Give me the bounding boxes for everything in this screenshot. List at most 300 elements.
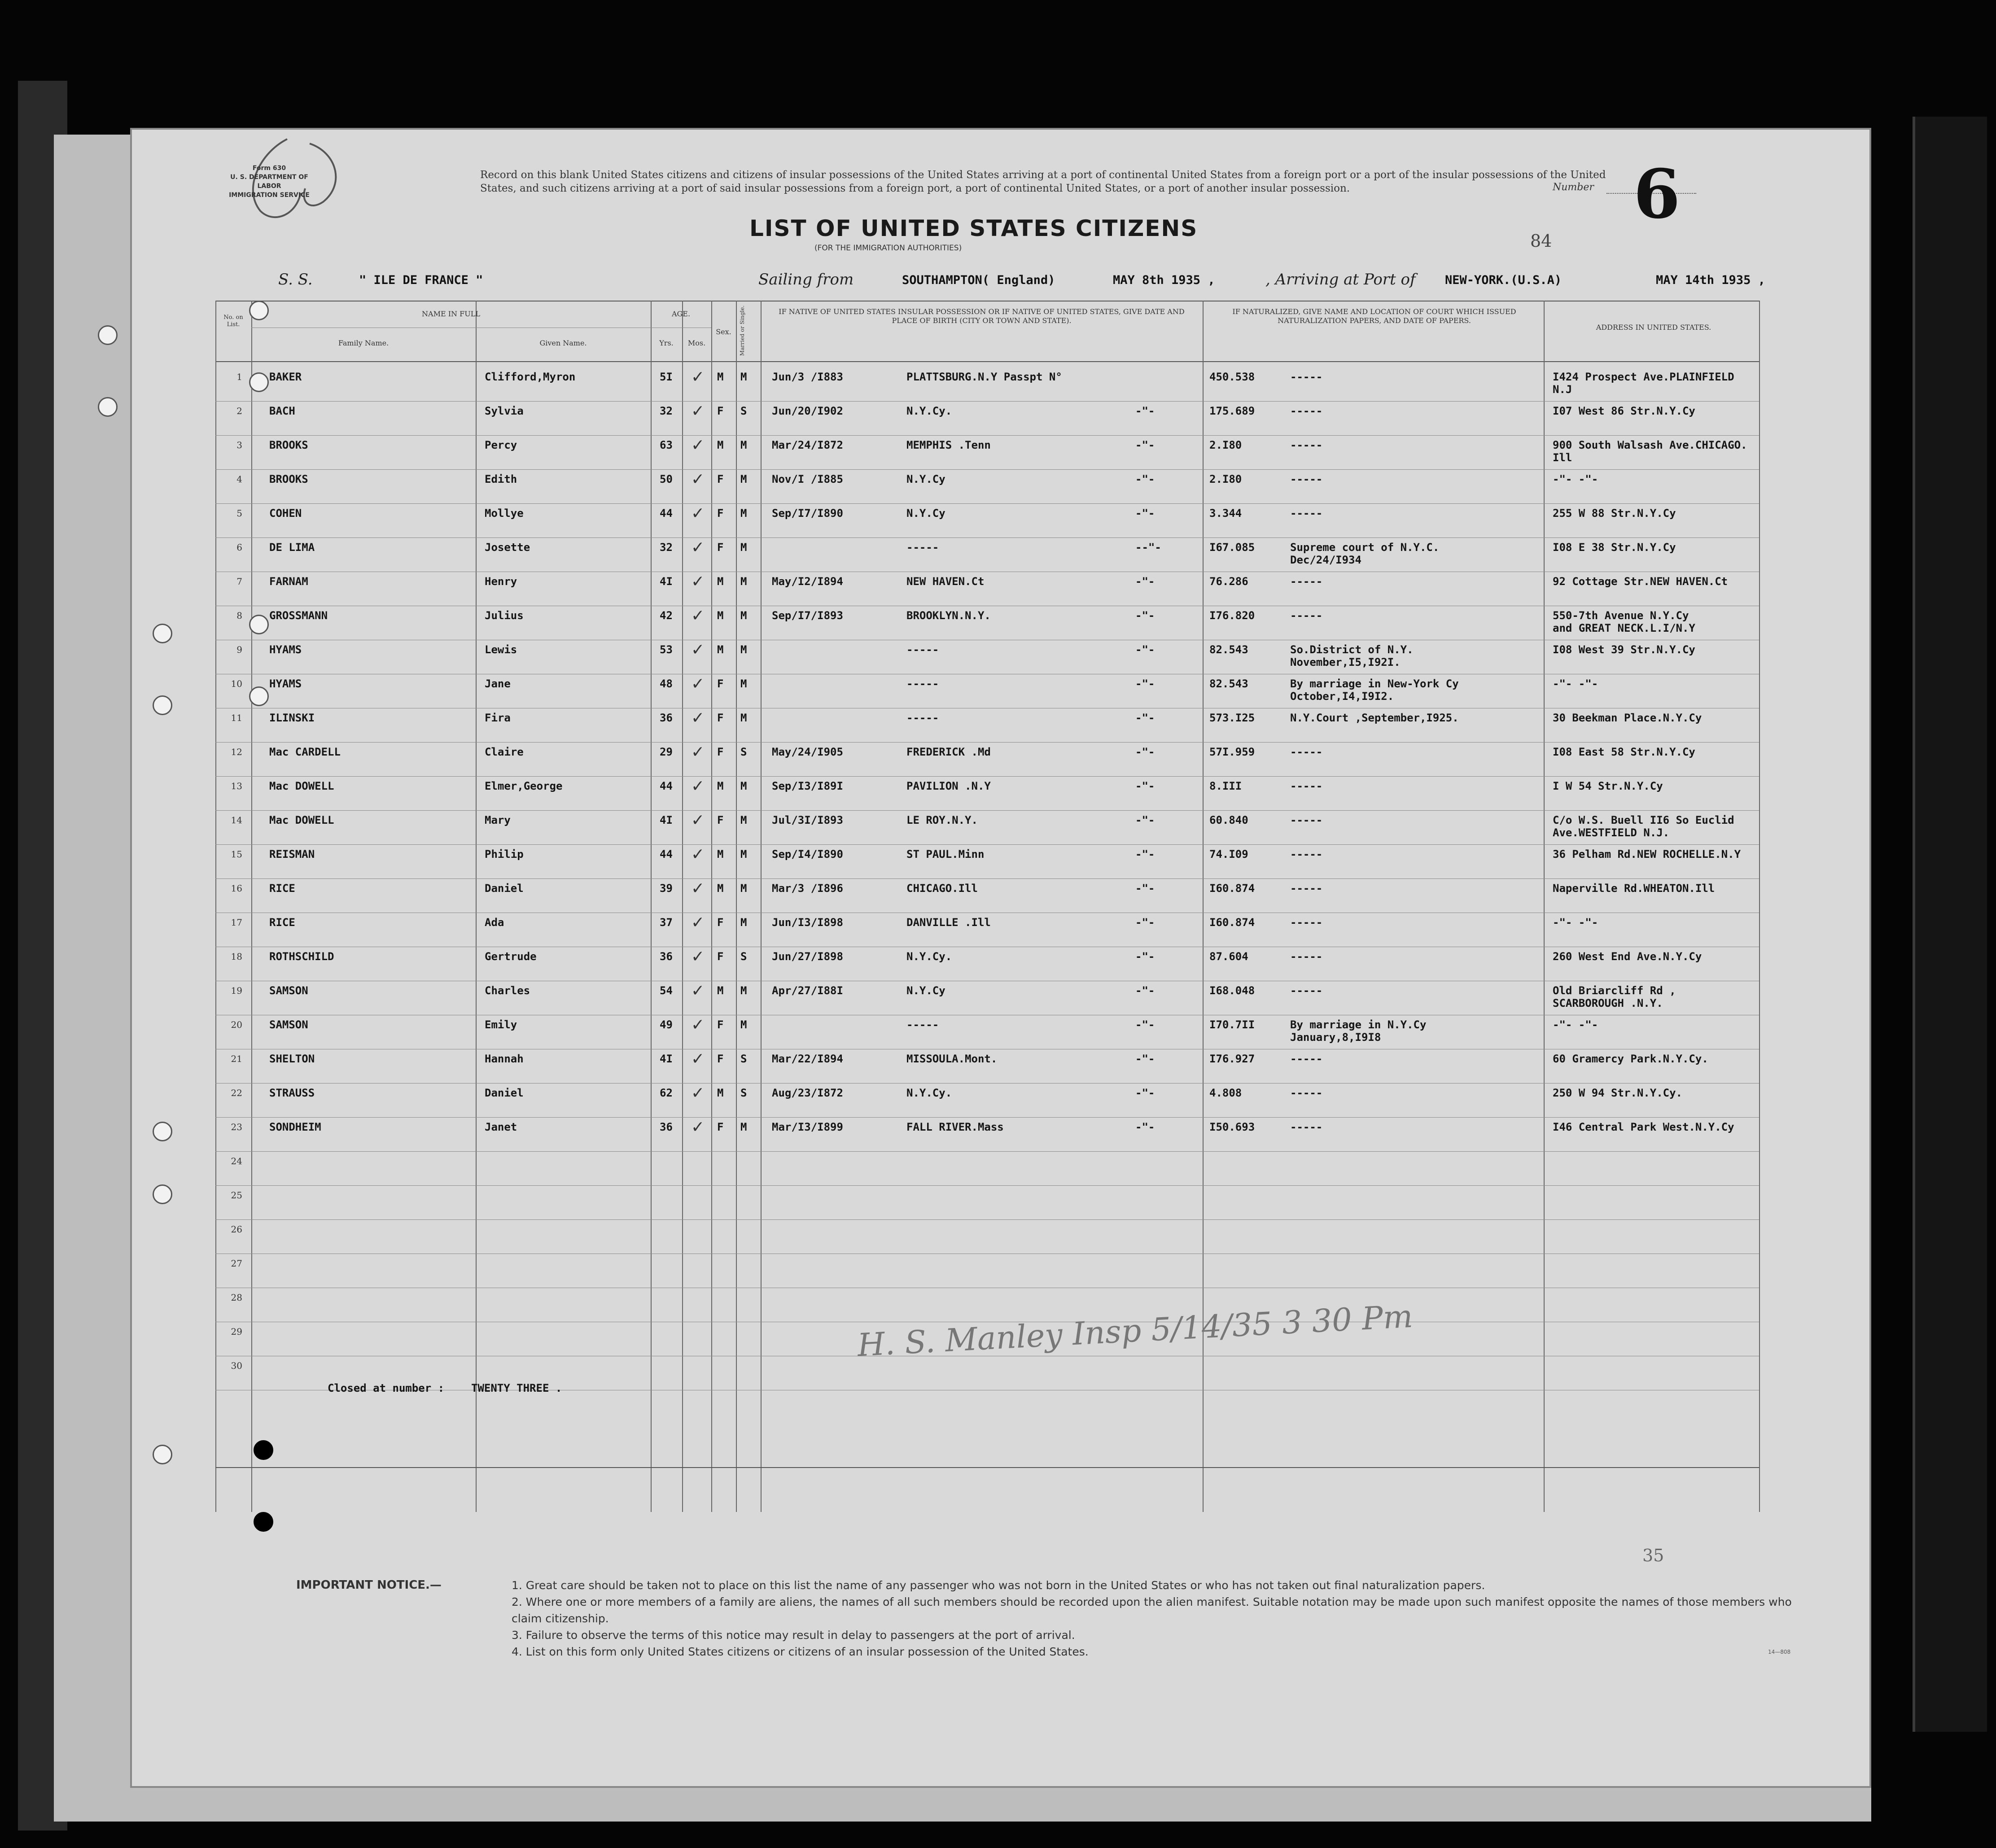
birth-place: N.Y.Cy. [906, 950, 952, 963]
birth-place: ----- [906, 712, 939, 724]
passport-number: 87.604 [1209, 950, 1248, 963]
marital-status: M [740, 1018, 747, 1031]
row-number: 29 [231, 1326, 242, 1337]
list-number: 6 [1633, 155, 1681, 234]
birth-place: N.Y.Cy. [906, 405, 952, 417]
ss-label: S. S. [278, 271, 313, 288]
family-name: ILINSKI [269, 712, 315, 724]
naturalization-date: November,I5,I92I. [1290, 656, 1401, 668]
empty-row [215, 1289, 1759, 1323]
table-row [215, 811, 1759, 845]
sex: F [717, 1018, 724, 1031]
marital-status: M [740, 1121, 747, 1133]
form-identifier [220, 164, 319, 200]
table-row [215, 675, 1759, 709]
passport-ditto: -"- [1135, 746, 1155, 758]
given-name: Hannah [485, 1053, 524, 1065]
birth-date: Sep/I7/I893 [772, 609, 843, 622]
row-number: 26 [231, 1224, 242, 1235]
family-name: ROTHSCHILD [269, 950, 334, 963]
sex: F [717, 405, 724, 417]
row-number: 10 [231, 678, 242, 689]
check-mark: ✓ [691, 811, 705, 830]
row-rule [215, 435, 1759, 436]
binder-hole [249, 615, 269, 634]
notice-label: IMPORTANT NOTICE.— [296, 1578, 442, 1592]
birth-date: Mar/22/I894 [772, 1053, 843, 1065]
birth-place: LE ROY.N.Y. [906, 814, 978, 826]
marital-status: S [740, 405, 747, 417]
marital-status: S [740, 746, 747, 758]
table-row [215, 913, 1759, 948]
passport-ditto: -"- [1135, 677, 1155, 690]
naturalization-court: ----- [1290, 371, 1323, 383]
us-address: 550-7th Avenue N.Y.Cy [1553, 609, 1689, 622]
passport-ditto: -"- [1135, 575, 1155, 588]
family-name: BROOKS [269, 439, 308, 451]
us-address: I07 West 86 Str.N.Y.Cy [1553, 405, 1695, 417]
row-number: 24 [231, 1156, 242, 1166]
binder-hole [249, 372, 269, 392]
passport-number: 2.I80 [1209, 439, 1242, 451]
row-number: 28 [231, 1292, 242, 1303]
col-rule-10 [1759, 301, 1760, 1512]
form-department: U. S. DEPARTMENT OF LABOR [230, 174, 308, 190]
table-row [215, 1118, 1759, 1152]
given-name: Clifford,Myron [485, 371, 576, 383]
passport-number: I76.820 [1209, 609, 1255, 622]
binder-hole [254, 1440, 273, 1460]
given-name: Sylvia [485, 405, 524, 417]
birth-place: PAVILION .N.Y [906, 780, 991, 792]
naturalization-court: ----- [1290, 1121, 1323, 1133]
check-mark: ✓ [691, 538, 705, 557]
age-years: 50 [660, 473, 673, 485]
age-years: 32 [660, 405, 673, 417]
check-mark: ✓ [691, 675, 705, 693]
birth-date: Apr/27/I88I [772, 984, 843, 997]
marital-status: M [740, 712, 747, 724]
age-years: 4I [660, 814, 673, 826]
age-years: 4I [660, 1053, 673, 1065]
naturalization-court: ----- [1290, 1053, 1323, 1065]
row-number: 17 [231, 917, 242, 928]
binder-hole [249, 301, 269, 320]
notice-item: 2. Where one or more members of a family are aliens, the names of all such members should be recorded upon the alien manifest. Suitable notation may be made upon such manifest opposite the names of those members who claim citizenship. [512, 1595, 1792, 1625]
given-name: Philip [485, 848, 524, 861]
closed-value: TWENTY THREE . [471, 1382, 562, 1394]
row-number: 9 [236, 644, 242, 655]
family-name: SAMSON [269, 1018, 308, 1031]
binder-hole [153, 624, 172, 643]
binder-hole [153, 1122, 172, 1141]
given-name: Julius [485, 609, 524, 622]
notice-items [512, 1577, 1813, 1660]
age-years: 36 [660, 950, 673, 963]
row-number: 3 [236, 440, 242, 450]
sex: M [717, 848, 724, 861]
birth-place: N.Y.Cy [906, 984, 945, 997]
check-mark: ✓ [691, 368, 705, 386]
age-years: 37 [660, 916, 673, 929]
form-instructions: Record on this blank United States citizens and citizens of insular possessions of the United States arriving at a port of continental United States from a foreign port or a port of the insular possessions of the United States, and such citizens arriving at a port of said insular possessions from a foreign port, a port of continental United States, or a port of another insular possession. [480, 169, 1606, 194]
age-years: 48 [660, 677, 673, 690]
age-years: 63 [660, 439, 673, 451]
given-name: Edith [485, 473, 517, 485]
row-number: 22 [231, 1088, 242, 1098]
family-name: Mac DOWELL [269, 780, 334, 792]
row-number: 20 [231, 1019, 242, 1030]
passport-ditto: -"- [1135, 1018, 1155, 1031]
passport-number: 450.538 [1209, 371, 1255, 383]
birth-date: May/24/I905 [772, 746, 843, 758]
age-years: 42 [660, 609, 673, 622]
passport-number: 82.543 [1209, 677, 1248, 690]
check-mark: ✓ [691, 845, 705, 864]
table-row [215, 504, 1759, 538]
birth-place: FALL RIVER.Mass [906, 1121, 1004, 1133]
header-address: ADDRESS IN UNITED STATES. [1596, 323, 1711, 332]
family-name: SONDHEIM [269, 1121, 321, 1133]
check-mark: ✓ [691, 1016, 705, 1034]
row-number: 1 [236, 371, 242, 382]
notice-item: 3. Failure to observe the terms of this notice may result in delay to passengers at the port of arrival. [512, 1629, 1075, 1642]
check-mark: ✓ [691, 572, 705, 591]
us-address-line2: SCARBOROUGH .N.Y. [1553, 997, 1663, 1009]
age-years: 5I [660, 371, 673, 383]
binder-hole [153, 1445, 172, 1464]
given-name: Elmer,George [485, 780, 563, 792]
check-mark: ✓ [691, 504, 705, 523]
birth-date: Aug/23/I872 [772, 1087, 843, 1099]
family-name: BAKER [269, 371, 302, 383]
sex: F [717, 916, 724, 929]
family-name: RICE [269, 916, 295, 929]
passport-ditto: -"- [1135, 609, 1155, 622]
family-name: RICE [269, 882, 295, 895]
marital-status: M [740, 780, 747, 792]
given-name: Percy [485, 439, 517, 451]
marital-status: M [740, 473, 747, 485]
passport-number: I68.048 [1209, 984, 1255, 997]
row-number: 6 [236, 542, 242, 553]
check-mark: ✓ [691, 982, 705, 1000]
row-number: 14 [231, 815, 242, 826]
check-mark: ✓ [691, 777, 705, 795]
birth-place: ----- [906, 677, 939, 690]
row-rule [215, 878, 1759, 879]
given-name: Josette [485, 541, 530, 554]
age-years: 44 [660, 780, 673, 792]
naturalization-court: ----- [1290, 780, 1323, 792]
binder-hole [98, 397, 118, 417]
row-number: 19 [231, 985, 242, 996]
table-row [215, 1016, 1759, 1050]
passport-number: 3.344 [1209, 507, 1242, 520]
birth-place: N.Y.Cy. [906, 1087, 952, 1099]
row-rule [215, 537, 1759, 538]
us-address: 900 South Walsash Ave.CHICAGO. [1553, 439, 1747, 451]
marital-status: M [740, 848, 747, 861]
row-number: 30 [231, 1360, 242, 1371]
check-mark: ✓ [691, 1084, 705, 1102]
check-mark: ✓ [691, 913, 705, 932]
given-name: Henry [485, 575, 517, 588]
birth-place: N.Y.Cy [906, 507, 945, 520]
header-birth: IF NATIVE OF UNITED STATES INSULAR POSSESSION OR IF NATIVE OF UNITED STATES, GIVE DATE AND PLACE OF BIRTH (CITY OR TOWN AND STATE). [779, 307, 1185, 325]
marital-status: S [740, 1087, 747, 1099]
row-number: 15 [231, 849, 242, 860]
us-address: 250 W 94 Str.N.Y.Cy. [1553, 1087, 1682, 1099]
birth-date: Sep/I4/I890 [772, 848, 843, 861]
row-rule [215, 742, 1759, 743]
header-age: AGE. [671, 310, 691, 318]
table-row [215, 368, 1759, 402]
check-mark: ✓ [691, 1050, 705, 1068]
table-row [215, 982, 1759, 1016]
us-address: I08 East 58 Str.N.Y.Cy [1553, 746, 1695, 758]
us-address-line2: and GREAT NECK.L.I/N.Y [1553, 622, 1695, 634]
birth-place: ----- [906, 541, 939, 554]
binder-hole [254, 1512, 273, 1532]
right-binder-edge [1913, 117, 1987, 1732]
marital-status: M [740, 677, 747, 690]
number-label: Number [1553, 182, 1594, 193]
us-address: 36 Pelham Rd.NEW ROCHELLE.N.Y [1553, 848, 1741, 861]
sex: M [717, 609, 724, 622]
header-mos: Mos. [687, 339, 706, 347]
given-name: Mary [485, 814, 511, 826]
manifest-page [130, 128, 1871, 1788]
marital-status: S [740, 950, 747, 963]
naturalization-date: Dec/24/I934 [1290, 554, 1361, 566]
sex: F [717, 712, 724, 724]
binder-hole [98, 325, 118, 345]
departure-port: SOUTHAMPTON( England) [902, 273, 1055, 287]
form-service: IMMIGRATION SERVICE [229, 192, 310, 199]
birth-date: Mar/24/I872 [772, 439, 843, 451]
age-years: 29 [660, 746, 673, 758]
header-family: Family Name. [338, 339, 389, 347]
passport-ditto: -"- [1135, 984, 1155, 997]
family-name: SHELTON [269, 1053, 315, 1065]
marital-status: M [740, 575, 747, 588]
passport-number: 60.840 [1209, 814, 1248, 826]
marital-status: M [740, 916, 747, 929]
given-name: Mollye [485, 507, 524, 520]
passport-ditto: -"- [1135, 814, 1155, 826]
arrival-date: MAY 14th 1935 , [1656, 273, 1765, 287]
row-rule [215, 503, 1759, 504]
arrival-port: NEW-YORK.(U.S.A) [1445, 273, 1562, 287]
marital-status: M [740, 439, 747, 451]
passport-number: 76.286 [1209, 575, 1248, 588]
birth-date: Nov/I /I885 [772, 473, 843, 485]
table-row [215, 572, 1759, 607]
passport-number: 573.I25 [1209, 712, 1255, 724]
passport-number: 8.III [1209, 780, 1242, 792]
birth-place: NEW HAVEN.Ct [906, 575, 985, 588]
table-row [215, 436, 1759, 470]
marital-status: S [740, 1053, 747, 1065]
family-name: Mac CARDELL [269, 746, 341, 758]
passport-number: 4.808 [1209, 1087, 1242, 1099]
marital-status: M [740, 882, 747, 895]
row-number: 18 [231, 951, 242, 962]
us-address-line2: Ave.WESTFIELD N.J. [1553, 826, 1670, 839]
age-years: 44 [660, 848, 673, 861]
row-number: 13 [231, 781, 242, 791]
birth-date: Jun/27/I898 [772, 950, 843, 963]
passport-ditto: -"- [1135, 1053, 1155, 1065]
sex: F [717, 507, 724, 520]
naturalization-court: ----- [1290, 814, 1323, 826]
row-number: 23 [231, 1122, 242, 1132]
notice-item: 1. Great care should be taken not to place on this list the name of any passenger who was not born in the United States or who has not taken out final naturalization papers. [512, 1579, 1485, 1592]
check-mark: ✓ [691, 436, 705, 454]
document-subtitle: (FOR THE IMMIGRATION AUTHORITIES) [814, 244, 962, 253]
naturalization-court: ----- [1290, 439, 1323, 451]
table-row [215, 948, 1759, 982]
row-rule [215, 810, 1759, 811]
us-address: Old Briarcliff Rd , [1553, 984, 1676, 997]
us-address: 60 Gramercy Park.N.Y.Cy. [1553, 1053, 1708, 1065]
family-name: GROSSMANN [269, 609, 328, 622]
sex: M [717, 575, 724, 588]
us-address: I46 Central Park West.N.Y.Cy [1553, 1121, 1734, 1133]
table-row [215, 607, 1759, 641]
row-rule [215, 844, 1759, 845]
sex: M [717, 439, 724, 451]
sex: F [717, 746, 724, 758]
passport-number: 74.I09 [1209, 848, 1248, 861]
birth-date: May/I2/I894 [772, 575, 843, 588]
birth-date: Jun/3 /I883 [772, 371, 843, 383]
family-name: BROOKS [269, 473, 308, 485]
header-sex: Sex. [716, 328, 731, 336]
given-name: Charles [485, 984, 530, 997]
us-address: 255 W 88 Str.N.Y.Cy [1553, 507, 1676, 520]
family-name: FARNAM [269, 575, 308, 588]
marital-status: M [740, 643, 747, 656]
row-number: 25 [231, 1190, 242, 1201]
binder-hole [153, 695, 172, 715]
check-mark: ✓ [691, 879, 705, 898]
page-number-bottom: 35 [1642, 1546, 1664, 1565]
given-name: Gertrude [485, 950, 537, 963]
age-years: 54 [660, 984, 673, 997]
marital-status: M [740, 541, 747, 554]
sex: F [717, 814, 724, 826]
us-address-line2: N.J [1553, 383, 1572, 396]
marital-status: M [740, 371, 747, 383]
sex: M [717, 643, 724, 656]
row-number: 12 [231, 747, 242, 757]
check-mark: ✓ [691, 641, 705, 659]
check-mark: ✓ [691, 743, 705, 761]
passport-number: I50.693 [1209, 1121, 1255, 1133]
marital-status: M [740, 814, 747, 826]
family-name: STRAUSS [269, 1087, 315, 1099]
binder-hole [153, 1184, 172, 1204]
naturalization-court: ----- [1290, 916, 1323, 929]
sex: F [717, 1053, 724, 1065]
marital-status: M [740, 609, 747, 622]
family-name: HYAMS [269, 677, 302, 690]
header-no: No. on List. [223, 314, 243, 328]
passport-number: 2.I80 [1209, 473, 1242, 485]
naturalization-court: By marriage in New-York Cy [1290, 677, 1459, 690]
age-years: 4I [660, 575, 673, 588]
passport-ditto: -"- [1135, 950, 1155, 963]
birth-date: Jul/3I/I893 [772, 814, 843, 826]
naturalization-court: Supreme court of N.Y.C. [1290, 541, 1440, 554]
birth-place: DANVILLE .Ill [906, 916, 991, 929]
table-row [215, 879, 1759, 913]
age-years: 62 [660, 1087, 673, 1099]
table-row [215, 845, 1759, 879]
us-address-line2: Ill [1553, 451, 1572, 464]
document-title: LIST OF UNITED STATES CITIZENS [749, 215, 1198, 241]
row-rule [215, 1151, 1759, 1152]
passport-number: I67.085 [1209, 541, 1255, 554]
sex: M [717, 984, 724, 997]
marital-status: M [740, 507, 747, 520]
passport-number: 82.543 [1209, 643, 1248, 656]
naturalization-date: January,8,I9I8 [1290, 1031, 1381, 1044]
family-name: REISMAN [269, 848, 315, 861]
given-name: Emily [485, 1018, 517, 1031]
birth-date: Jun/20/I902 [772, 405, 843, 417]
age-years: 49 [660, 1018, 673, 1031]
row-number: 7 [236, 576, 242, 587]
closed-label: Closed at number : [328, 1382, 445, 1394]
given-name: Ada [485, 916, 504, 929]
birth-date: Sep/I7/I890 [772, 507, 843, 520]
naturalization-court: So.District of N.Y. [1290, 643, 1414, 656]
sex: M [717, 780, 724, 792]
birth-place: BROOKLYN.N.Y. [906, 609, 991, 622]
header-married: Married or Single. [739, 305, 746, 356]
passport-number: I70.7II [1209, 1018, 1255, 1031]
given-name: Fira [485, 712, 511, 724]
arriving-label: , Arriving at Port of [1265, 271, 1416, 288]
family-name: Mac DOWELL [269, 814, 334, 826]
check-mark: ✓ [691, 1118, 705, 1136]
naturalization-court: ----- [1290, 405, 1323, 417]
passport-ditto: -"- [1135, 1121, 1155, 1133]
row-number: 5 [236, 508, 242, 519]
form-number: Form 630 [252, 165, 286, 172]
passport-number: I60.874 [1209, 882, 1255, 895]
birth-place: ----- [906, 1018, 939, 1031]
empty-row [215, 1152, 1759, 1186]
us-address: I W 54 Str.N.Y.Cy [1553, 780, 1663, 792]
empty-row [215, 1220, 1759, 1254]
naturalization-date: October,I4,I9I2. [1290, 690, 1394, 703]
age-years: 32 [660, 541, 673, 554]
passport-ditto: -"- [1135, 916, 1155, 929]
passport-ditto: --"- [1135, 541, 1161, 554]
passport-ditto: -"- [1135, 439, 1155, 451]
age-years: 44 [660, 507, 673, 520]
passport-ditto: -"- [1135, 780, 1155, 792]
table-row [215, 641, 1759, 675]
inspector-signature: H. S. Manley Insp 5/14/35 3 30 Pm [856, 1298, 1414, 1364]
binder-hole [249, 686, 269, 706]
naturalization-court: ----- [1290, 575, 1323, 588]
passport-ditto: -"- [1135, 848, 1155, 861]
